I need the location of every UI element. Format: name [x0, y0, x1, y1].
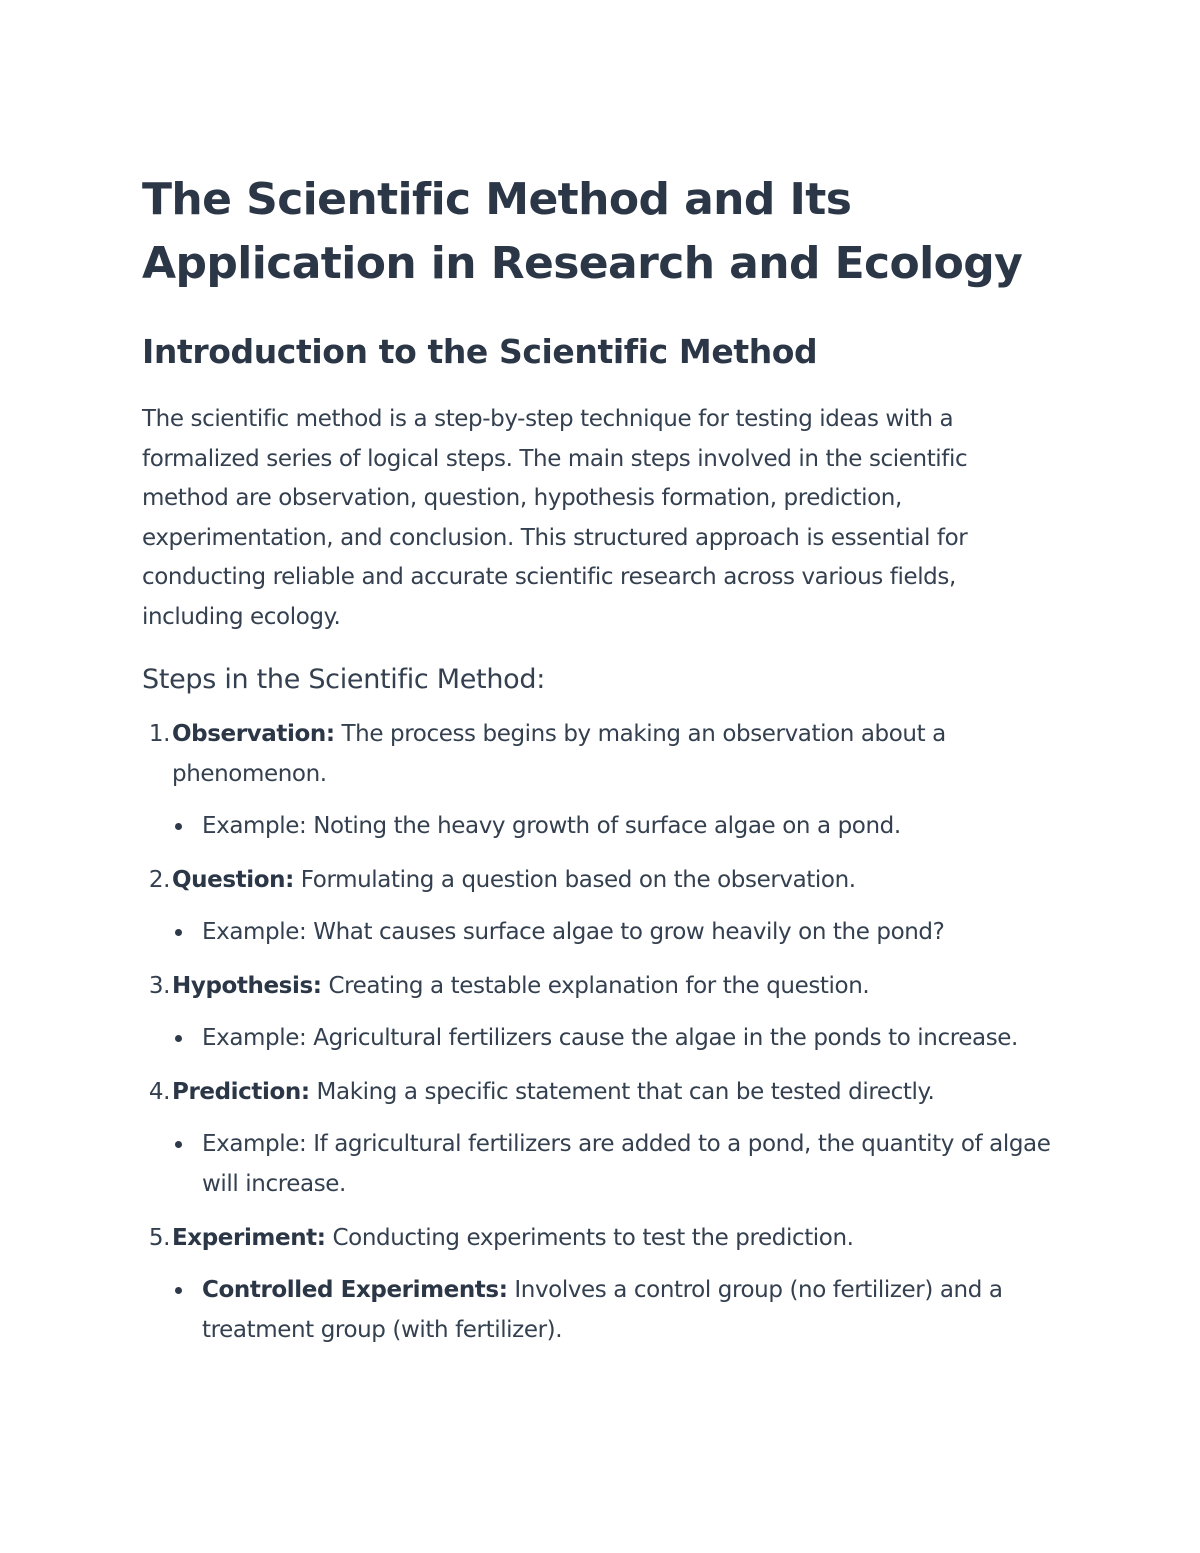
step-text	[172, 860, 1060, 900]
bullet-icon	[175, 929, 182, 936]
step-term: Question:	[172, 866, 294, 893]
step-term: Prediction:	[172, 1078, 310, 1105]
step-term: Observation:	[172, 720, 335, 747]
example-list	[172, 806, 1060, 846]
step-number: 1.	[148, 720, 170, 747]
example-item	[172, 1270, 1060, 1350]
step-number: 4.	[148, 1078, 170, 1105]
step-description: Making a specific statement that can be tested directly.	[309, 1078, 935, 1105]
step-text	[172, 966, 1060, 1006]
example-item	[172, 912, 1060, 952]
step-number: 2.	[148, 866, 170, 893]
document-title: The Scientific Method and Its Application in Research and Ecology	[142, 174, 1023, 289]
section-heading: Introduction to the Scientific Method	[142, 332, 818, 371]
example-list	[172, 1270, 1060, 1350]
step-description: Formulating a question based on the observation.	[293, 866, 856, 893]
example-list	[172, 1018, 1060, 1058]
intro-paragraph: The scientific method is a step-by-step technique for testing ideas with a formalized series of logical steps. The main steps involved in the scientific method are observation, question, hypothesis formation, prediction, experimentation, and conclusion. This structured approach is essential for conducting reliable and accurate scientific research across various fields, including ecology.	[142, 406, 968, 630]
step-term: Experiment:	[172, 1224, 326, 1251]
step-text	[172, 714, 1060, 794]
example-text: Example: Noting the heavy growth of surface algae on a pond.	[202, 812, 901, 839]
example-item	[172, 1124, 1060, 1204]
bullet-icon	[175, 823, 182, 830]
step-number: 3.	[148, 972, 170, 999]
sub-term: Controlled Experiments:	[202, 1276, 508, 1303]
step-item	[142, 714, 1060, 846]
step-item	[142, 860, 1060, 952]
example-text: Example: Agricultural fertilizers cause the algae in the ponds to increase.	[202, 1024, 1018, 1051]
step-text	[172, 1218, 1060, 1258]
example-text: Example: What causes surface algae to grow heavily on the pond?	[202, 918, 945, 945]
step-item	[142, 1072, 1060, 1204]
bullet-icon	[175, 1035, 182, 1042]
step-description: Creating a testable explanation for the question.	[321, 972, 870, 999]
step-item	[142, 1218, 1060, 1350]
step-number: 5.	[148, 1224, 170, 1251]
step-term: Hypothesis:	[172, 972, 322, 999]
example-list	[172, 1124, 1060, 1204]
bullet-icon	[175, 1287, 182, 1294]
example-list	[172, 912, 1060, 952]
step-text	[172, 1072, 1060, 1112]
bullet-icon	[175, 1141, 182, 1148]
sub-description: Involves a control group (no fertilizer) and a treatment group (with fertilizer).	[202, 1276, 1003, 1343]
steps-heading: Steps in the Scientific Method:	[142, 663, 546, 695]
step-description: Conducting experiments to test the prediction.	[325, 1224, 854, 1251]
example-text: Example: If agricultural fertilizers are added to a pond, the quantity of algae will increase.	[202, 1130, 1051, 1197]
steps-list	[142, 714, 1060, 1350]
step-item	[142, 966, 1060, 1058]
step-description: The process begins by making an observation about a phenomenon.	[172, 720, 946, 787]
example-item	[172, 806, 1060, 846]
example-item	[172, 1018, 1060, 1058]
